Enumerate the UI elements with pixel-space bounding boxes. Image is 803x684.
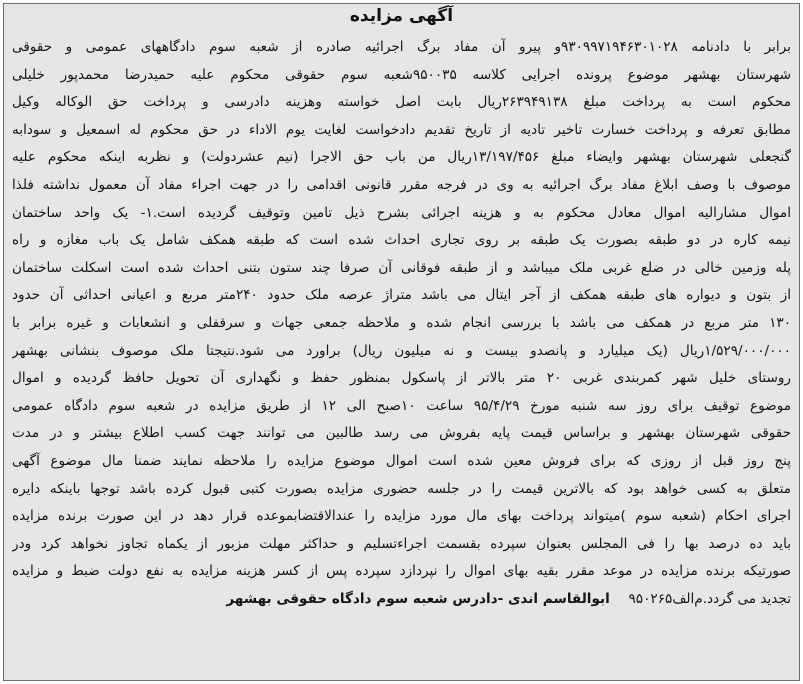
closing-line bbox=[12, 586, 791, 614]
body-line: گنجعلی شهرستان بهشهر وایضاء مبلغ ۱۳/۱۹۷/۴۵۶ریال من باب حق الاجرا (نیم عشردولت) و نظربه اینکه محکوم علیه bbox=[12, 149, 791, 166]
body-line: صورتیکه برنده مزایده در موعد مقرر بقیه بهای اموال را نپردازد سپرده پس از کسر هزینه مزایده به نفع دولت ضبط و مزایده bbox=[12, 563, 791, 580]
body-line: ۱/۵۲۹/۰۰۰/۰۰۰ریال (یک میلیارد و پانصدو بیست و نه میلیون ریال) براورد می شود.نتیجتا ملک موصوف بنشانی بهشهر bbox=[12, 342, 791, 359]
body-line: اجرای احکام (شعبه سوم )میتواند پرداخت بهای مال مورد مزایده را عندالاقتضابموعده قرار دهد در این صورت برنده مزایده bbox=[12, 508, 791, 525]
body-line: متعلق به کسی خواهد بود که بالاترین قیمت را در جلسه حضوری مزایده بصورت کتبی قبول کرده باشد توجها باینکه دایره bbox=[12, 480, 791, 497]
notice-panel bbox=[3, 3, 800, 681]
notice-body bbox=[12, 34, 791, 613]
body-line: حقوقی شهرستان بهشهر و براساس قیمت پایه بفروش می رسد طالبین می توانند جهت کسب اطلاع بیشتر و در مدت bbox=[12, 425, 791, 442]
body-line: پله وزمین خالی در ضلع غربی ملک میباشد و از طبقه فوقانی آن صرفا چند ستون بتنی احداث شده است اسکلت ساختمان bbox=[12, 259, 791, 276]
body-line: باید ده درصد بها را فی المجلس بعنوان سپرده بقسمت اجراءتسلیم و حداکثر مهلت مزبور از یکماه تجاوز نخواهد کرد ودر bbox=[12, 535, 791, 552]
notice-title: آگهی مزایده bbox=[349, 6, 454, 26]
body-line: موصوف با وصف ابلاغ مفاد برگ اجرائیه به وی در فرجه مقرر قانونی اقدامی را در جهت اجراء مفاد آن معمول نداشته فلذا bbox=[12, 176, 791, 193]
body-line: از بتون و دیواره های طبقه همکف از آجر ایتال می باشد متراژ عرصه ملک حدود ۲۴۰متر مربع و اعیانی احداثی آن حدود bbox=[12, 287, 791, 304]
body-line: مطابق تعرفه و پرداخت خسارت تاخیر تادیه از تاریخ تقدیم دادخواست لغایت یوم الاداء در حق محکوم له اسمعیل و سودابه bbox=[12, 121, 791, 138]
body-line: برابر با دادنامه ۹۳۰۹۹۷۱۹۴۶۳۰۱۰۲۸و پیرو آن مفاد برگ اجرائیه صادره از شعبه سوم دادگاههای عمومی و حقوقی bbox=[12, 39, 791, 55]
body-line: پنج روز قبل از روزی که برای فروش معین شده است اموال موضوع مزایده را ملاحظه نمایند ضمنا مال موضوع آگهی bbox=[12, 452, 791, 469]
reference-number: تجدید می گردد.م‌الف۹۵۰۲۶۵ bbox=[628, 590, 791, 607]
body-line: محکوم است به پرداخت مبلغ ۲۶۳۹۴۹۱۳۸ریال بابت اصل خواسته وهزینه دادرسی و پرداخت حق الوکاله وکیل bbox=[12, 94, 791, 111]
body-line: ۱۳۰ متر مربع در همکف می باشد با بررسی انجام شده و ملاحظه جمعی جهات و سرقفلی و انشعابات و غیره برابر با bbox=[12, 314, 791, 331]
body-line: اموال مشارالیه اموال معادل محکوم به و هزینه اجرائی بشرح ذیل تامین وتوقیف گردیده است.۱- یک واحد ساختمان bbox=[12, 204, 791, 221]
body-line: روستای خلیل شهر کمربندی غربی ۲۰ متر بالاتر از پاسکول بمنظور حفظ و نگهداری آن تحویل حافظ گردیده و اموال bbox=[12, 370, 791, 387]
body-line: نیمه کاره در دو طبقه بصورت یک طبقه بر روی تجاری احداث شده است که طبقه همکف شامل یک باب مغازه و راه bbox=[12, 232, 791, 249]
body-line: شهرستان بهشهر موضوع پرونده اجرایی کلاسه ۹۵۰۰۳۵شعبه سوم حقوقی محکوم علیه حمیدرضا محمدپور خلیلی bbox=[12, 66, 791, 83]
body-line: موضوع توقیف برای روز سه شنبه مورخ ۹۵/۴/۲۹ ساعت ۱۰صبح الی ۱۲ از طریق مزایده در شعبه سوم دادگاه عمومی bbox=[12, 397, 791, 414]
judge-signature: ابوالقاسم اندی -دادرس شعبه سوم دادگاه حقوقی بهشهر bbox=[226, 590, 610, 607]
